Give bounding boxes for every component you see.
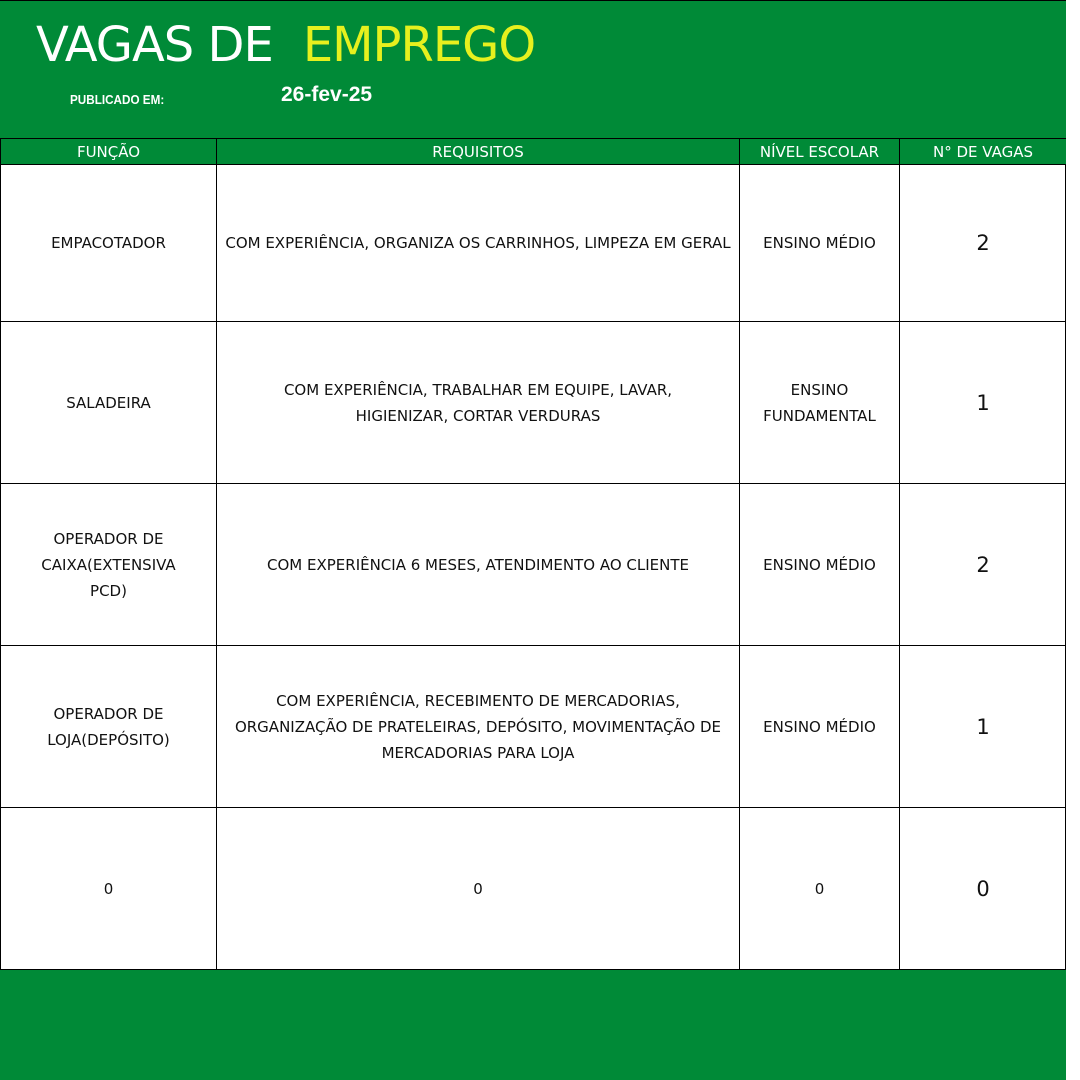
cell-vagas: 1 [900,646,1067,808]
column-header-funcao: FUNÇÃO [1,139,217,165]
jobs-table [0,138,1067,970]
column-header-requisitos: REQUISITOS [217,139,740,165]
cell-requisitos: COM EXPERIÊNCIA, ORGANIZA OS CARRINHOS, LIMPEZA EM GERAL [217,165,740,322]
table-row [1,646,1067,808]
table-row [1,808,1067,970]
cell-vagas: 2 [900,484,1067,646]
cell-funcao: 0 [1,808,217,970]
page-title [36,15,535,75]
published-label: PUBLICADO EM: [70,92,165,107]
footer-band [0,969,1066,1080]
column-header-vagas: N° DE VAGAS [900,139,1067,165]
cell-funcao: OPERADOR DE LOJA(DEPÓSITO) [1,646,217,808]
column-header-nivel: NÍVEL ESCOLAR [740,139,900,165]
cell-nivel: 0 [740,808,900,970]
cell-requisitos: COM EXPERIÊNCIA, TRABALHAR EM EQUIPE, LAVAR, HIGIENIZAR, CORTAR VERDURAS [217,322,740,484]
cell-vagas: 2 [900,165,1067,322]
cell-requisitos: 0 [217,808,740,970]
table-row [1,165,1067,322]
cell-requisitos: COM EXPERIÊNCIA, RECEBIMENTO DE MERCADORIAS, ORGANIZAÇÃO DE PRATELEIRAS, DEPÓSITO, MOVIMENTAÇÃO DE MERCADORIAS PARA LOJA [217,646,740,808]
cell-requisitos: COM EXPERIÊNCIA 6 MESES, ATENDIMENTO AO CLIENTE [217,484,740,646]
table-header-row [1,139,1067,165]
title-part-2: EMPREGO [302,17,536,73]
cell-nivel: ENSINO MÉDIO [740,165,900,322]
cell-nivel: ENSINO MÉDIO [740,484,900,646]
cell-vagas: 1 [900,322,1067,484]
cell-funcao: EMPACOTADOR [1,165,217,322]
cell-vagas: 0 [900,808,1067,970]
title-part-1: VAGAS DE [36,17,273,73]
header-band [0,0,1066,138]
cell-funcao: OPERADOR DE CAIXA(EXTENSIVA PCD) [1,484,217,646]
cell-nivel: ENSINO MÉDIO [740,646,900,808]
cell-nivel: ENSINO FUNDAMENTAL [740,322,900,484]
table-row [1,322,1067,484]
published-date: 26-fev-25 [281,83,373,106]
page-margin [1066,0,1080,1080]
cell-funcao: SALADEIRA [1,322,217,484]
table-row [1,484,1067,646]
